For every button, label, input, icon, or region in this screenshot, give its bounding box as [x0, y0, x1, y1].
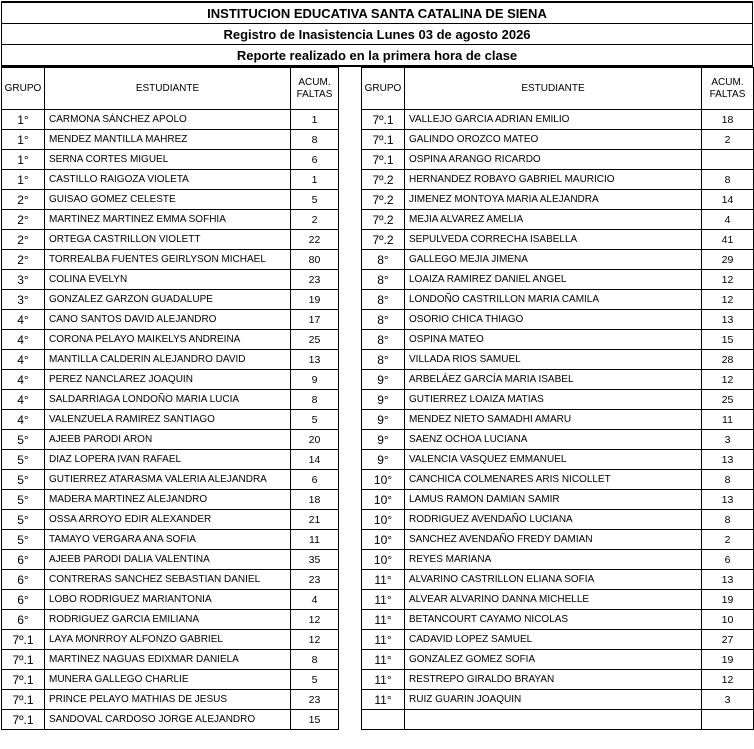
student-name-cell: GALLEGO MEJIA JIMENA [405, 250, 702, 270]
group-cell: 11° [362, 650, 405, 670]
group-cell: 8° [362, 350, 405, 370]
absence-count-cell: 15 [702, 330, 754, 350]
student-name-cell: MADERA MARTINEZ ALEJANDRO [45, 490, 291, 510]
student-name-cell: MARTINEZ NAGUAS EDIXMAR DANIELA [45, 650, 291, 670]
absence-count-cell: 18 [291, 490, 339, 510]
table-row [2, 590, 339, 610]
student-name-cell: ORTEGA CASTRILLON VIOLETT [45, 230, 291, 250]
table-row [2, 390, 339, 410]
table-row [2, 690, 339, 710]
student-name-cell: SANDOVAL CARDOSO JORGE ALEJANDRO [45, 710, 291, 730]
student-name-cell: CASTILLO RAIGOZA VIOLETA [45, 170, 291, 190]
student-name-cell: CANCHICA COLMENARES ARIS NICOLLET [405, 470, 702, 490]
absence-count-cell: 12 [702, 370, 754, 390]
student-name-cell: RESTREPO GIRALDO BRAYAN [405, 670, 702, 690]
student-name-cell: TAMAYO VERGARA ANA SOFIA [45, 530, 291, 550]
student-name-cell: GALINDO OROZCO MATEO [405, 130, 702, 150]
group-cell: 1° [2, 130, 45, 150]
tables-area [1, 67, 753, 749]
table-row [2, 110, 339, 130]
absence-count-cell: 6 [702, 550, 754, 570]
group-cell: 10° [362, 510, 405, 530]
student-name-cell: SALDARRIAGA LONDOÑO MARIA LUCIA [45, 390, 291, 410]
group-cell: 10° [362, 530, 405, 550]
table-row [362, 610, 754, 630]
absence-count-cell: 5 [291, 670, 339, 690]
absence-count-cell: 12 [702, 670, 754, 690]
left-header-row [2, 68, 339, 110]
absence-count-cell: 9 [291, 370, 339, 390]
group-cell: 11° [362, 570, 405, 590]
student-name-cell: MENDEZ NIETO SAMADHI AMARU [405, 410, 702, 430]
absences-header: ACUM. FALTAS [702, 68, 754, 110]
absence-count-cell: 1 [291, 110, 339, 130]
student-name-cell: CANO SANTOS DAVID ALEJANDRO [45, 310, 291, 330]
group-cell: 5° [2, 530, 45, 550]
student-name-cell: MARTINEZ MARTINEZ EMMA SOFHIA [45, 210, 291, 230]
table-row [2, 190, 339, 210]
student-header: ESTUDIANTE [405, 68, 702, 110]
student-name-cell: GUISAO GOMEZ CELESTE [45, 190, 291, 210]
group-cell: 7º.1 [2, 670, 45, 690]
table-row [2, 170, 339, 190]
absence-count-cell: 41 [702, 230, 754, 250]
table-row [2, 470, 339, 490]
table-row [2, 310, 339, 330]
student-name-cell: HERNANDEZ ROBAYO GABRIEL MAURICIO [405, 170, 702, 190]
table-row [362, 470, 754, 490]
absence-count-cell: 13 [702, 490, 754, 510]
student-name-cell: AJEEB PARODI DALIA VALENTINA [45, 550, 291, 570]
student-name-cell: LOBO RODRIGUEZ MARIANTONIA [45, 590, 291, 610]
student-name-cell: PEREZ NANCLAREZ JOAQUIN [45, 370, 291, 390]
absence-count-cell: 19 [702, 650, 754, 670]
group-cell: 7º.1 [2, 650, 45, 670]
table-row [362, 410, 754, 430]
table-row [2, 230, 339, 250]
absence-count-cell: 2 [291, 210, 339, 230]
group-cell: 7º.1 [362, 130, 405, 150]
absence-count-cell: 3 [702, 690, 754, 710]
student-name-cell: ALVEAR ALVARINO DANNA MICHELLE [405, 590, 702, 610]
absence-count-cell: 5 [291, 190, 339, 210]
absence-count-cell: 10 [702, 610, 754, 630]
table-row [362, 670, 754, 690]
table-row [362, 430, 754, 450]
group-cell: 8° [362, 330, 405, 350]
table-row [362, 230, 754, 250]
student-name-cell: VILLADA RIOS SAMUEL [405, 350, 702, 370]
student-name-cell: MANTILLA CALDERIN ALEJANDRO DAVID [45, 350, 291, 370]
table-row [362, 590, 754, 610]
absence-count-cell: 22 [291, 230, 339, 250]
group-cell: 7º.1 [362, 110, 405, 130]
student-name-cell: CARMONA SÁNCHEZ APOLO [45, 110, 291, 130]
group-cell: 6° [2, 570, 45, 590]
absence-count-cell: 11 [702, 410, 754, 430]
student-name-cell: LAMUS RAMON DAMIAN SAMIR [405, 490, 702, 510]
student-name-cell: COLINA EVELYN [45, 270, 291, 290]
absence-count-cell: 6 [291, 150, 339, 170]
group-cell: 6° [2, 590, 45, 610]
group-cell: 5° [2, 450, 45, 470]
absence-count-cell: 11 [291, 530, 339, 550]
group-cell: 11° [362, 610, 405, 630]
table-row [362, 190, 754, 210]
absence-count-cell: 80 [291, 250, 339, 270]
absence-count-cell: 14 [291, 450, 339, 470]
absence-count-cell: 13 [702, 450, 754, 470]
absence-count-cell: 29 [702, 250, 754, 270]
attendance-sheet [1, 1, 753, 749]
student-name-cell: GUTIERREZ LOAIZA MATIAS [405, 390, 702, 410]
table-row [2, 630, 339, 650]
absence-count-cell: 2 [702, 130, 754, 150]
student-name-cell: CADAVID LOPEZ SAMUEL [405, 630, 702, 650]
group-cell: 11° [362, 590, 405, 610]
group-cell: 3° [2, 270, 45, 290]
absence-count-cell: 13 [291, 350, 339, 370]
student-name-cell: SEPULVEDA CORRECHA ISABELLA [405, 230, 702, 250]
absence-count-cell: 12 [702, 270, 754, 290]
student-name-cell: OSSA ARROYO EDIR ALEXANDER [45, 510, 291, 530]
group-cell: 11° [362, 690, 405, 710]
group-cell: 4° [2, 310, 45, 330]
group-header: GRUPO [362, 68, 405, 110]
table-row [362, 630, 754, 650]
table-row [2, 210, 339, 230]
student-name-cell: TORREALBA FUENTES GEIRLYSON MICHAEL [45, 250, 291, 270]
table-row [2, 290, 339, 310]
group-cell: 2° [2, 190, 45, 210]
group-cell: 8° [362, 270, 405, 290]
group-cell: 9° [362, 450, 405, 470]
group-cell: 8° [362, 250, 405, 270]
student-name-cell: REYES MARIANA [405, 550, 702, 570]
absence-count-cell: 2 [702, 530, 754, 550]
student-name-cell: GONZALEZ GOMEZ SOFIA [405, 650, 702, 670]
absence-count-cell: 20 [291, 430, 339, 450]
absence-count-cell: 12 [702, 290, 754, 310]
absence-count-cell: 1 [291, 170, 339, 190]
table-row [2, 490, 339, 510]
student-name-cell: SAENZ OCHOA LUCIANA [405, 430, 702, 450]
student-name-cell: ARBELÁEZ GARCÍA MARIA ISABEL [405, 370, 702, 390]
table-row [2, 650, 339, 670]
table-row [362, 390, 754, 410]
student-name-cell: VALENCIA VASQUEZ EMMANUEL [405, 450, 702, 470]
table-row [362, 570, 754, 590]
table-row [362, 250, 754, 270]
student-name-cell: RUIZ GUARIN JOAQUIN [405, 690, 702, 710]
student-name-cell: BETANCOURT CAYAMO NICOLAS [405, 610, 702, 630]
group-cell: 4° [2, 390, 45, 410]
absence-count-cell: 4 [702, 210, 754, 230]
table-row [2, 330, 339, 350]
absence-count-cell: 18 [702, 110, 754, 130]
table-row [362, 350, 754, 370]
table-row [362, 170, 754, 190]
group-cell: 4° [2, 330, 45, 350]
group-cell: 7º.2 [362, 170, 405, 190]
group-header: GRUPO [2, 68, 45, 110]
table-row [362, 690, 754, 710]
table-row [362, 370, 754, 390]
absence-count-cell: 19 [702, 590, 754, 610]
table-row [362, 290, 754, 310]
table-row [2, 250, 339, 270]
table-row [362, 310, 754, 330]
right-absence-table [361, 67, 754, 730]
table-row [362, 650, 754, 670]
absence-count-cell: 8 [702, 170, 754, 190]
group-cell: 5° [2, 470, 45, 490]
absence-count-cell: 6 [291, 470, 339, 490]
absence-count-cell [702, 150, 754, 170]
group-cell: 6° [2, 550, 45, 570]
table-row [2, 510, 339, 530]
absence-count-cell: 28 [702, 350, 754, 370]
table-row [362, 450, 754, 470]
group-cell: 11° [362, 630, 405, 650]
group-cell: 10° [362, 490, 405, 510]
group-cell: 9° [362, 390, 405, 410]
table-row [362, 490, 754, 510]
absence-count-cell: 5 [291, 410, 339, 430]
group-cell: 5° [2, 510, 45, 530]
student-name-cell: AJEEB PARODI ARON [45, 430, 291, 450]
group-cell: 5° [2, 430, 45, 450]
absence-count-cell: 15 [291, 710, 339, 730]
group-cell: 7º.2 [362, 210, 405, 230]
student-name-cell: GONZALEZ GARZON GUADALUPE [45, 290, 291, 310]
student-name-cell: PRINCE PELAYO MATHIAS DE JESUS [45, 690, 291, 710]
student-name-cell: SANCHEZ AVENDAÑO FREDY DAMIAN [405, 530, 702, 550]
absence-count-cell: 14 [702, 190, 754, 210]
student-name-cell: LOAIZA RAMIREZ DANIEL ANGEL [405, 270, 702, 290]
table-row [362, 110, 754, 130]
left-table-body [2, 110, 339, 730]
student-name-cell: GUTIERREZ ATARASMA VALERIA ALEJANDRA [45, 470, 291, 490]
table-row [362, 330, 754, 350]
student-name-cell: VALLEJO GARCIA ADRIAN EMILIO [405, 110, 702, 130]
table-row [2, 410, 339, 430]
student-name-cell: MEJIA ALVAREZ AMELIA [405, 210, 702, 230]
student-name-cell: OSORIO CHICA THIAGO [405, 310, 702, 330]
table-row [2, 550, 339, 570]
student-name-cell: RODRIGUEZ GARCIA EMILIANA [45, 610, 291, 630]
student-name-cell: CONTRERAS SANCHEZ SEBASTIAN DANIEL [45, 570, 291, 590]
absence-count-cell: 12 [291, 630, 339, 650]
absence-count-cell: 25 [702, 390, 754, 410]
group-cell: 4° [2, 370, 45, 390]
group-cell: 7º.1 [2, 690, 45, 710]
absence-count-cell: 8 [291, 390, 339, 410]
group-cell: 4° [2, 410, 45, 430]
school-title: INSTITUCION EDUCATIVA SANTA CATALINA DE SIENA [1, 1, 753, 23]
student-name-cell: MUNERA GALLEGO CHARLIE [45, 670, 291, 690]
table-row [2, 450, 339, 470]
group-cell: 2° [2, 230, 45, 250]
student-name-cell: OSPINA MATEO [405, 330, 702, 350]
group-cell: 4° [2, 350, 45, 370]
absence-count-cell: 8 [291, 130, 339, 150]
absence-count-cell: 8 [702, 470, 754, 490]
group-cell: 1° [2, 150, 45, 170]
absence-count-cell: 8 [702, 510, 754, 530]
student-name-cell: LONDOÑO CASTRILLON MARIA CAMILA [405, 290, 702, 310]
student-name-cell: VALENZUELA RAMIREZ SANTIAGO [45, 410, 291, 430]
group-cell: 2° [2, 250, 45, 270]
group-cell: 9° [362, 370, 405, 390]
table-row [362, 270, 754, 290]
table-row [2, 430, 339, 450]
group-cell: 9° [362, 410, 405, 430]
student-name-cell: CORONA PELAYO MAIKELYS ANDREINA [45, 330, 291, 350]
absence-count-cell: 13 [702, 570, 754, 590]
group-cell: 8° [362, 310, 405, 330]
left-absence-table [1, 67, 339, 730]
table-row [2, 670, 339, 690]
absence-count-cell: 23 [291, 270, 339, 290]
right-header-row [362, 68, 754, 110]
table-row [362, 550, 754, 570]
student-name-cell: ALVARINO CASTRILLON ELIANA SOFIA [405, 570, 702, 590]
group-cell: 7º.2 [362, 230, 405, 250]
absence-count-cell: 23 [291, 570, 339, 590]
absence-count-cell: 8 [291, 650, 339, 670]
table-row [2, 370, 339, 390]
table-row [2, 350, 339, 370]
absence-count-cell: 3 [702, 430, 754, 450]
absence-count-cell: 12 [291, 610, 339, 630]
absence-count-cell: 35 [291, 550, 339, 570]
table-row [362, 130, 754, 150]
group-cell: 3° [2, 290, 45, 310]
group-cell: 11° [362, 670, 405, 690]
absence-count-cell: 25 [291, 330, 339, 350]
group-cell: 7º.1 [362, 150, 405, 170]
right-table-body [362, 110, 754, 730]
group-cell: 8° [362, 290, 405, 310]
table-row [362, 510, 754, 530]
group-cell: 1° [2, 110, 45, 130]
absences-header: ACUM. FALTAS [291, 68, 339, 110]
table-row [362, 150, 754, 170]
register-title: Registro de Inasistencia Lunes 03 de agosto 2026 [1, 23, 753, 44]
absence-count-cell: 17 [291, 310, 339, 330]
table-row [2, 130, 339, 150]
table-row [2, 150, 339, 170]
group-cell: 10° [362, 550, 405, 570]
student-name-cell: JIMENEZ MONTOYA MARIA ALEJANDRA [405, 190, 702, 210]
table-row [2, 270, 339, 290]
absence-count-cell: 4 [291, 590, 339, 610]
student-name-cell: LAYA MONRROY ALFONZO GABRIEL [45, 630, 291, 650]
group-cell: 6° [2, 610, 45, 630]
absence-count-cell: 27 [702, 630, 754, 650]
group-cell: 10° [362, 470, 405, 490]
table-row [2, 530, 339, 550]
group-cell: 7º.1 [2, 710, 45, 730]
student-name-cell: RODRIGUEZ AVENDAÑO LUCIANA [405, 510, 702, 530]
student-name-cell: OSPINA ARANGO RICARDO [405, 150, 702, 170]
group-cell: 7º.2 [362, 190, 405, 210]
table-row [2, 610, 339, 630]
absence-count-cell: 23 [291, 690, 339, 710]
report-subtitle: Reporte realizado en la primera hora de clase [1, 44, 753, 67]
absence-count-cell: 19 [291, 290, 339, 310]
group-cell: 7º.1 [2, 630, 45, 650]
absence-count-cell: 13 [702, 310, 754, 330]
student-name-cell: MENDEZ MANTILLA MAHREZ [45, 130, 291, 150]
student-header: ESTUDIANTE [45, 68, 291, 110]
table-row [362, 530, 754, 550]
group-cell: 9° [362, 430, 405, 450]
group-cell: 1° [2, 170, 45, 190]
group-cell: 5° [2, 490, 45, 510]
absence-count-cell: 21 [291, 510, 339, 530]
group-cell: 2° [2, 210, 45, 230]
table-row [2, 570, 339, 590]
student-name-cell: DIAZ LOPERA IVAN RAFAEL [45, 450, 291, 470]
student-name-cell: SERNA CORTES MIGUEL [45, 150, 291, 170]
table-row [362, 210, 754, 230]
